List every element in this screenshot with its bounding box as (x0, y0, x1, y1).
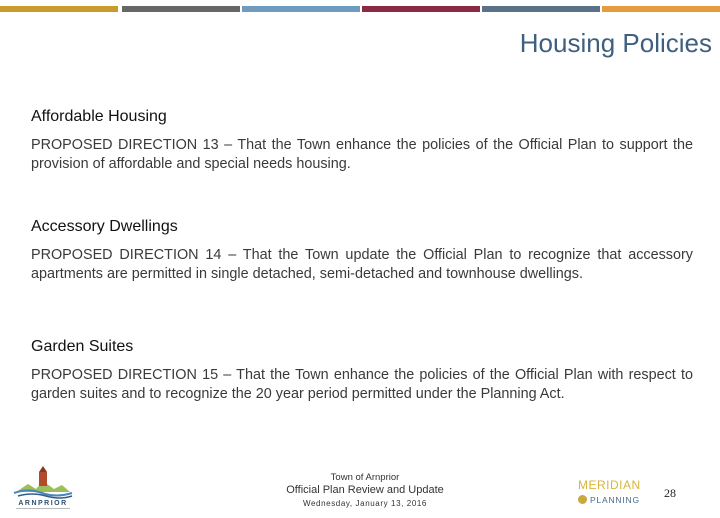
top-bar-segment (362, 6, 480, 12)
footer-info (230, 472, 500, 508)
top-color-bar (0, 6, 720, 12)
section-garden-suites (31, 338, 693, 404)
section-affordable-housing (31, 108, 693, 174)
top-bar-segment (122, 6, 240, 12)
planning-logo-text: PLANNING (590, 495, 640, 505)
meridian-logo-text: MERIDIAN (578, 478, 641, 492)
top-bar-segment (242, 6, 360, 12)
footer-org: Town of Arnprior (330, 472, 400, 483)
top-bar-segment (0, 6, 118, 12)
arnprior-logo-text: ARNPRIOR (18, 500, 68, 507)
section-body: PROPOSED DIRECTION 15 – That the Town enhance the policies of the Official Plan with respect to garden suites and to recognize the 20 year period permitted under the Planning Act. (31, 367, 693, 402)
footer-project: Official Plan Review and Update (286, 484, 444, 496)
section-heading: Accessory Dwellings (31, 218, 178, 235)
section-heading: Garden Suites (31, 338, 134, 355)
meridian-dot-icon (578, 495, 587, 504)
section-heading: Affordable Housing (31, 108, 167, 125)
page-number: 28 (664, 486, 676, 500)
slide-title: Housing Policies (519, 28, 712, 58)
section-body: PROPOSED DIRECTION 14 – That the Town update the Official Plan to recognize that accessory apartments are permitted in single detached, semi-detached and townhouse dwellings. (31, 247, 693, 282)
footer-date: Wednesday, January 13, 2016 (303, 499, 427, 508)
arnprior-logo-icon (10, 462, 76, 512)
top-bar-segment (602, 6, 720, 12)
meridian-planning-logo (578, 479, 648, 509)
top-bar-segment (482, 6, 600, 12)
arnprior-logo (10, 462, 76, 512)
section-body: PROPOSED DIRECTION 13 – That the Town enhance the policies of the Official Plan to support the provision of affordable and special needs housing. (31, 137, 693, 172)
section-accessory-dwellings (31, 218, 693, 284)
